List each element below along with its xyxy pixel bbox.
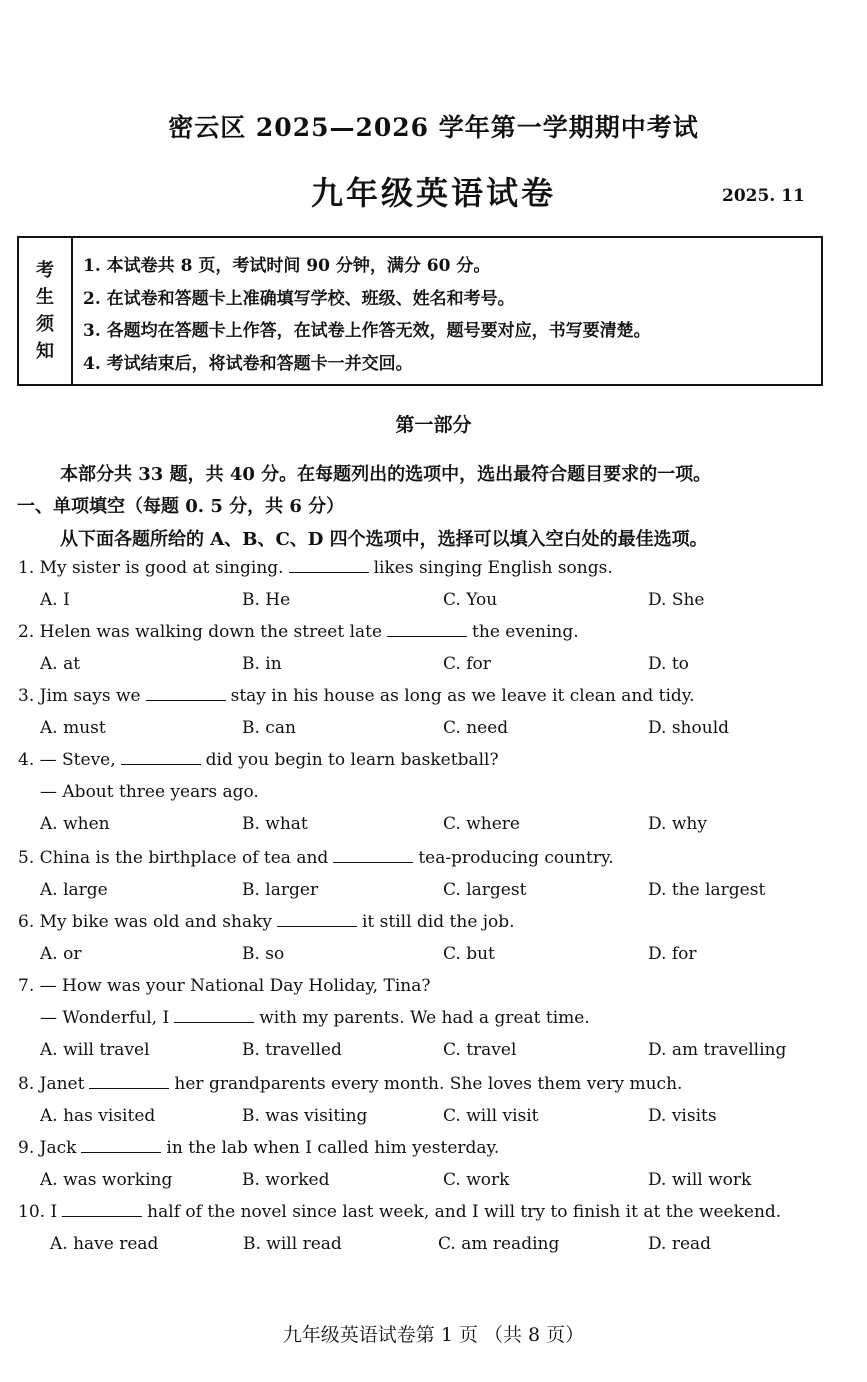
question-text: the evening. <box>472 622 579 642</box>
notice-item: 2. 在试卷和答题卡上准确填写学校、班级、姓名和考号。 <box>83 288 515 309</box>
answer-option: D. for <box>648 944 697 964</box>
answer-blank <box>121 750 201 765</box>
question-number: 4. <box>18 750 40 770</box>
question-text: did you begin to learn basketball? <box>205 750 499 770</box>
question-stem <box>18 750 499 770</box>
answer-option: C. but <box>443 944 495 964</box>
answer-option: A. will travel <box>40 1040 150 1060</box>
question-number: 9. <box>18 1138 40 1158</box>
answer-option: D. read <box>648 1234 712 1254</box>
answer-blank <box>277 912 357 927</box>
candidate-notice-box <box>17 236 823 386</box>
answer-option: C. travel <box>443 1040 517 1060</box>
question-number: 1. <box>18 558 40 578</box>
answer-option: A. must <box>40 718 106 738</box>
notice-label-char: 考 <box>36 260 54 281</box>
question-text: My bike was old and shaky <box>39 912 272 932</box>
answer-option: B. what <box>242 814 308 834</box>
question-text: China is the birthplace of tea and <box>39 848 329 868</box>
notice-label <box>19 238 73 384</box>
question-stem <box>40 782 259 802</box>
answer-option: C. largest <box>443 880 527 900</box>
answer-blank <box>146 686 226 701</box>
question-text: Jack <box>39 1138 77 1158</box>
answer-blank <box>62 1202 142 1217</box>
question-stem <box>18 976 430 996</box>
district-title: 密云区 2025—2026 学年第一学期期中考试 <box>168 113 699 142</box>
answer-blank <box>387 622 467 637</box>
question-number: 7. <box>18 976 40 996</box>
notice-item: 4. 考试结束后，将试卷和答题卡一并交回。 <box>83 353 413 374</box>
notice-item: 1. 本试卷共 8 页，考试时间 90 分钟，满分 60 分。 <box>83 256 491 276</box>
answer-option: B. so <box>242 944 285 964</box>
question-number: 8. <box>18 1074 40 1094</box>
question-stem <box>18 1202 781 1222</box>
question-text: it still did the job. <box>361 912 515 932</box>
question-text: Jim says we <box>39 686 141 706</box>
answer-option: B. worked <box>242 1170 330 1190</box>
question-stem <box>18 686 695 706</box>
question-stem <box>18 622 579 642</box>
answer-option: D. why <box>648 814 707 834</box>
question-text: My sister is good at singing. <box>39 558 284 578</box>
answer-option: B. was visiting <box>242 1106 368 1126</box>
question-text: her grandparents every month. She loves them very much. <box>174 1074 683 1094</box>
section-instruction: 从下面各题所给的 A、B、C、D 四个选项中，选择可以填入空白处的最佳选项。 <box>60 529 708 550</box>
answer-option: B. travelled <box>242 1040 342 1060</box>
answer-blank <box>89 1074 169 1089</box>
answer-option: C. am reading <box>438 1234 560 1254</box>
notice-label-char: 知 <box>36 341 54 362</box>
answer-option: A. I <box>40 590 70 610</box>
question-stem <box>18 1138 499 1158</box>
question-text: in the lab when I called him yesterday. <box>166 1138 500 1158</box>
question-number: 2. <box>18 622 40 642</box>
answer-option: A. has visited <box>40 1106 156 1126</box>
answer-option: B. in <box>242 654 282 674</box>
answer-option: A. large <box>40 880 108 900</box>
answer-option: B. He <box>242 590 291 610</box>
answer-blank <box>333 848 413 863</box>
question-text: half of the novel since last week, and I will try to finish it at the weekend. <box>147 1202 782 1222</box>
part-intro: 本部分共 33 题，共 40 分。在每题列出的选项中，选出最符合题目要求的一项。 <box>60 464 712 485</box>
question-text: Janet <box>39 1074 85 1094</box>
notice-items <box>73 238 821 384</box>
section-title: 一、单项填空（每题 0. 5 分，共 6 分） <box>17 496 345 517</box>
question-text: — Steve, <box>39 750 116 770</box>
page-footer: 九年级英语试卷第 1 页 （共 8 页） <box>282 1324 585 1346</box>
notice-label-char: 须 <box>36 314 54 335</box>
question-text: — About three years ago. <box>40 782 259 802</box>
notice-label-char: 生 <box>36 287 54 308</box>
notice-item: 3. 各题均在答题卡上作答，在试卷上作答无效，题号要对应，书写要清楚。 <box>83 321 651 341</box>
question-text: tea-producing country. <box>418 848 614 868</box>
answer-blank <box>289 558 369 573</box>
answer-option: C. need <box>443 718 509 738</box>
question-text: with my parents. We had a great time. <box>259 1008 590 1028</box>
question-stem <box>18 848 614 868</box>
answer-option: C. where <box>443 814 520 834</box>
answer-option: D. the largest <box>648 880 766 900</box>
answer-option: C. for <box>443 654 491 674</box>
question-stem <box>18 1074 682 1094</box>
question-text: I <box>50 1202 58 1222</box>
question-number: 5. <box>18 848 40 868</box>
question-text: stay in his house as long as we leave it clean and tidy. <box>230 686 695 706</box>
answer-option: D. am travelling <box>648 1040 787 1060</box>
answer-option: B. larger <box>242 880 319 900</box>
answer-option: C. You <box>443 590 498 610</box>
part-title: 第一部分 <box>395 414 472 436</box>
answer-option: C. will visit <box>443 1106 539 1126</box>
answer-option: D. to <box>648 654 689 674</box>
answer-option: B. can <box>242 718 296 738</box>
answer-option: C. work <box>443 1170 510 1190</box>
answer-option: A. at <box>40 654 81 674</box>
question-stem <box>18 558 613 578</box>
answer-option: B. will read <box>243 1234 342 1254</box>
answer-option: D. She <box>648 590 705 610</box>
question-text: — Wonderful, I <box>40 1008 170 1028</box>
exam-date: 2025. 11 <box>722 186 805 206</box>
question-stem <box>40 1008 590 1028</box>
answer-option: A. was working <box>40 1170 173 1190</box>
question-text: Helen was walking down the street late <box>39 622 383 642</box>
answer-option: D. will work <box>648 1170 752 1190</box>
answer-option: A. or <box>40 944 82 964</box>
answer-option: A. have read <box>50 1234 159 1254</box>
question-number: 6. <box>18 912 40 932</box>
answer-blank <box>174 1008 254 1023</box>
answer-blank <box>81 1138 161 1153</box>
question-text: likes singing English songs. <box>373 558 613 578</box>
question-number: 10. <box>18 1202 51 1222</box>
answer-option: D. visits <box>648 1106 717 1126</box>
question-text: — How was your National Day Holiday, Tina? <box>39 976 431 996</box>
question-number: 3. <box>18 686 40 706</box>
main-title: 九年级英语试卷 <box>310 174 556 212</box>
question-stem <box>18 912 515 932</box>
answer-option: D. should <box>648 718 730 738</box>
answer-option: A. when <box>40 814 110 834</box>
